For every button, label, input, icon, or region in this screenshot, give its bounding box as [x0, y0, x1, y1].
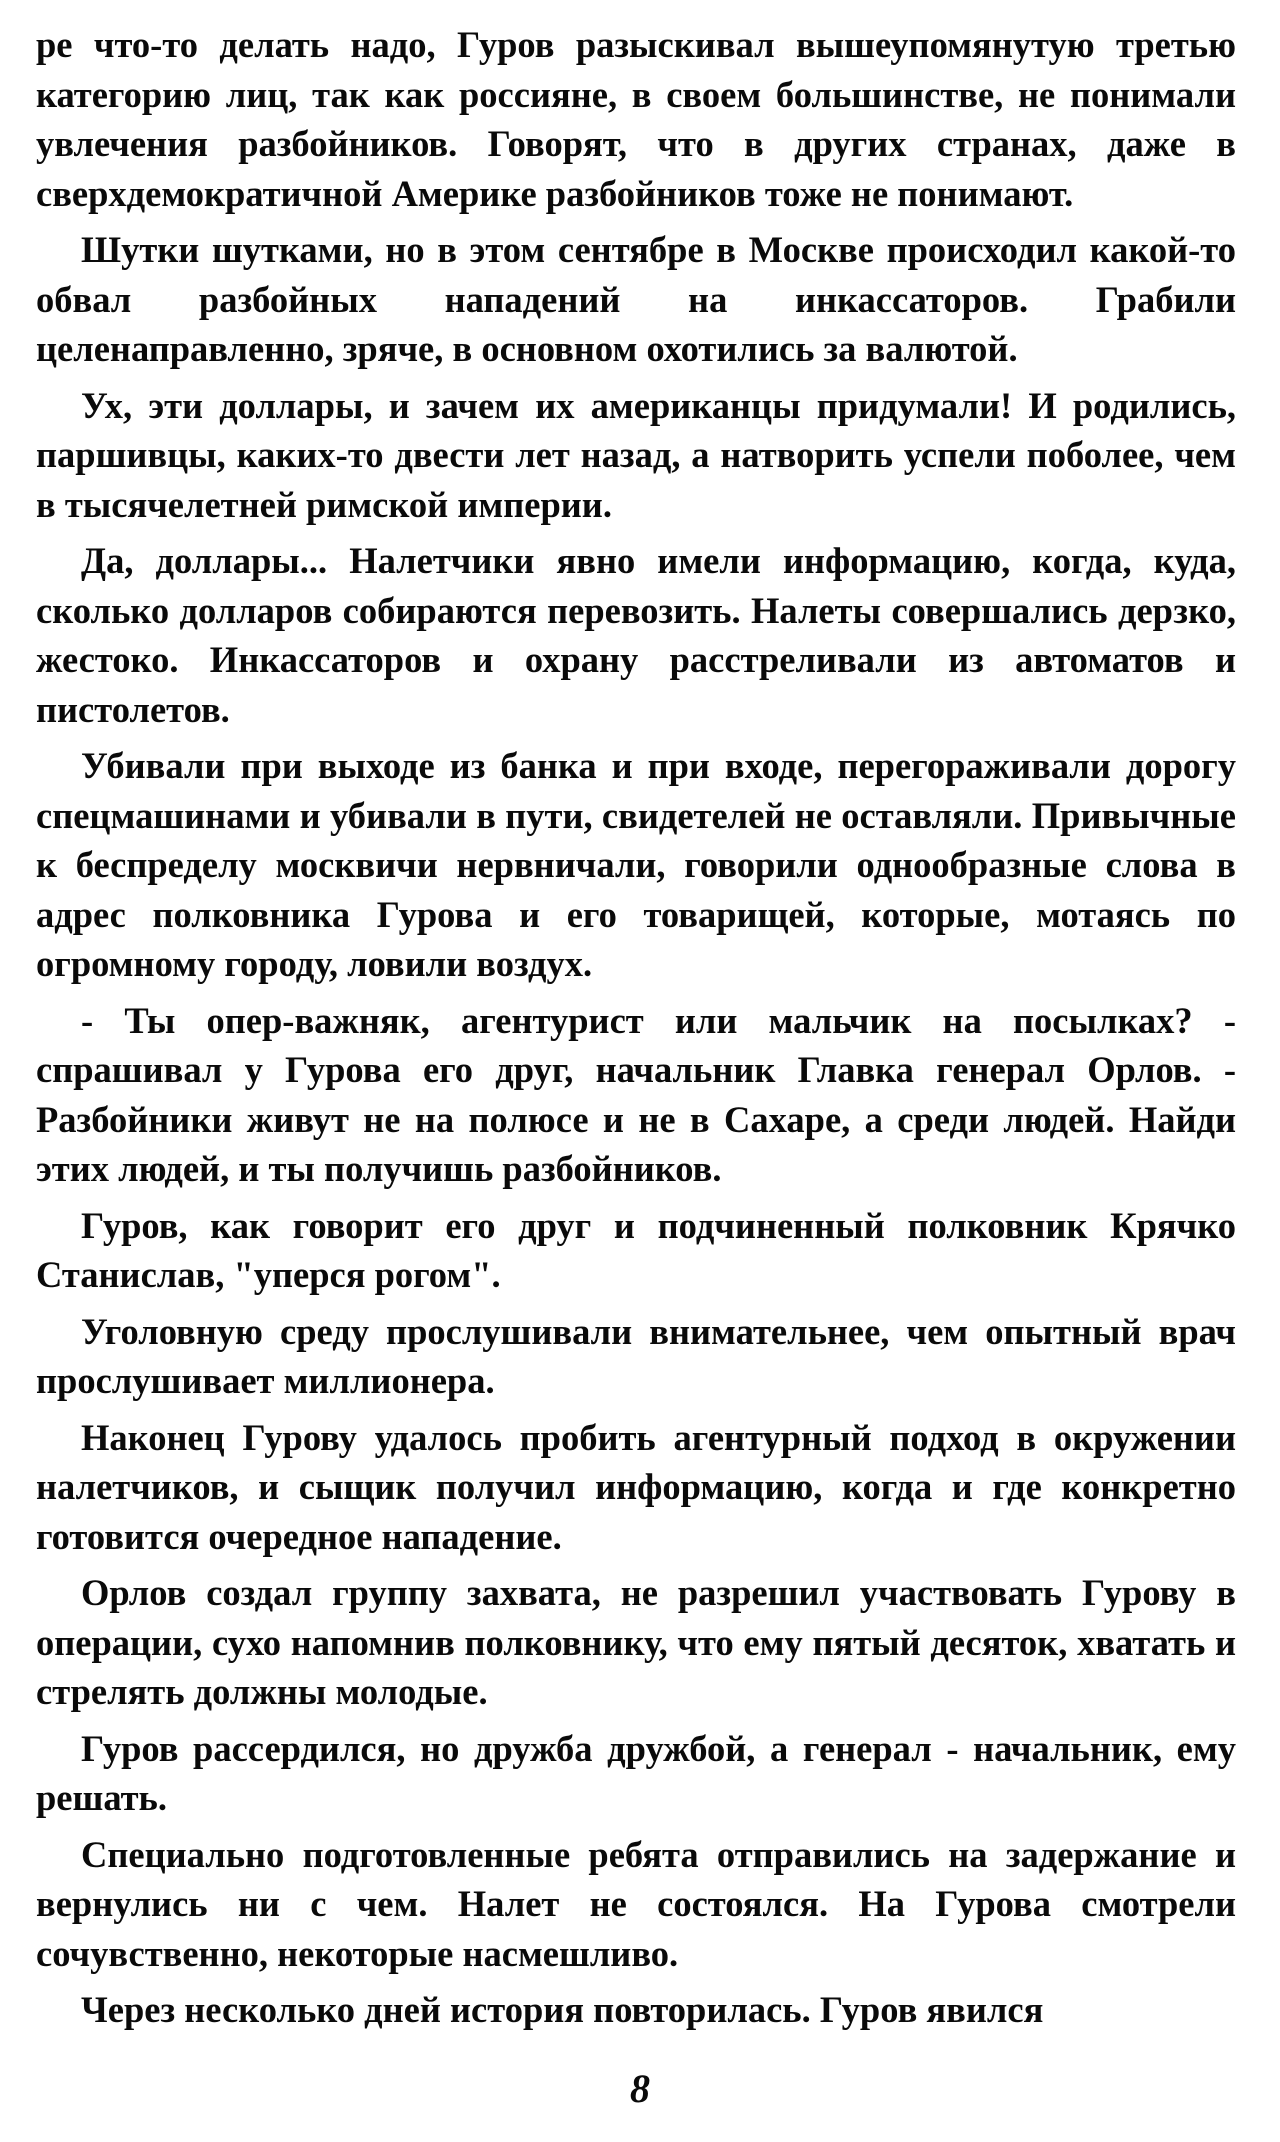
paragraph-3: Ух, эти доллары, и зачем их американцы придумали! И родились, паршивцы, каких-то двести лет назад, а натворить успели поболее, чем в тысячелетней римской империи. [36, 384, 1236, 525]
paragraph-12: Специально подготовленные ребята отправились на задержание и вернулись ни с чем. Налет не состоялся. На Гурова смотрели сочувственно, некоторые насмешливо. [36, 1833, 1236, 1974]
paragraph-1: ре что-то делать надо, Гуров разыскивал вышеупомянутую третью категорию лиц, так как россияне, в своем большинстве, не понимали увлечения разбойников. Говорят, что в других странах, даже в сверхдемократичной Америке разбойников тоже не понимают. [36, 24, 1236, 214]
paragraph-8: Уголовную среду прослушивали внимательнее, чем опытный врач прослушивает миллионера. [36, 1310, 1236, 1401]
paragraph-2: Шутки шутками, но в этом сентябре в Москве происходил какой-то обвал разбойных нападений на инкассаторов. Грабили целенаправленно, зряче, в основном охотились за валютой. [36, 229, 1236, 369]
paragraph-7: Гуров, как говорит его друг и подчиненный полковник Крячко Станислав, "уперся рогом". [36, 1204, 1236, 1295]
paragraph-11: Гуров рассердился, но дружба дружбой, а генерал - начальник, ему решать. [36, 1727, 1236, 1818]
paragraph-10: Орлов создал группу захвата, не разрешил участвовать Гурову в операции, сухо напомнив полковнику, что ему пятый десяток, хватать и стрелять должны молодые. [36, 1572, 1236, 1712]
text-column [36, 20, 1236, 2042]
paragraph-6: - Ты опер-важняк, агентурист или мальчик на посылках? - спрашивал у Гурова его друг, начальник Главка генерал Орлов. - Разбойники живут не на полюсе и не в Сахаре, а среди людей. Найди этих людей, и ты получишь разбойников. [36, 999, 1236, 1189]
paragraph-13: Через несколько дней история повторилась. Гуров явился [81, 1989, 1044, 2030]
page-number: 8 [630, 2066, 650, 2111]
paragraph-5: Убивали при выходе из банка и при входе, перегораживали дорогу спецмашинами и убивали в пути, свидетелей не оставляли. Привычные к беспределу москвичи нервничали, говорили однообразные слова в адрес полковника Гурова и его товарищей, которые, мотаясь по огромному городу, ловили воздух. [36, 745, 1236, 984]
paragraph-4: Да, доллары... Налетчики явно имели информацию, когда, куда, сколько долларов собираются перевозить. Налеты совершались дерзко, жестоко. Инкассаторов и охрану расстреливали из автоматов и пистолетов. [36, 540, 1236, 730]
paragraph-9: Наконец Гурову удалось пробить агентурный подход в окружении налетчиков, и сыщик получил информацию, когда и где конкретно готовится очередное нападение. [36, 1416, 1236, 1557]
